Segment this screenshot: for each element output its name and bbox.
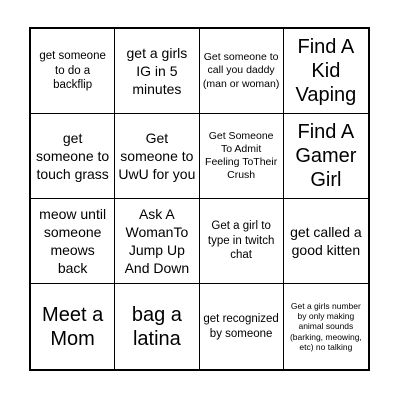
bingo-cell-r1-c2[interactable] xyxy=(115,29,199,114)
bingo-cell-r2-c3[interactable] xyxy=(200,114,284,199)
bingo-cell-text: Find A Kid Vaping xyxy=(295,36,357,106)
bingo-cell-r1-c4[interactable] xyxy=(284,29,368,114)
bingo-cell-text: Meet a Mom xyxy=(42,303,104,350)
bingo-cell-r3-c2[interactable] xyxy=(115,199,199,284)
bingo-cell-r4-c4[interactable] xyxy=(284,284,368,369)
bingo-cell-text: Get someone to UwU for you xyxy=(118,129,196,183)
bingo-cell-text: get someone to touch grass xyxy=(36,129,110,183)
bingo-cell-text: Ask A WomanTo Jump Up And Down xyxy=(124,205,190,277)
bingo-cell-text: meow until someone meows back xyxy=(39,205,107,277)
bingo-cell-r1-c3[interactable] xyxy=(200,29,284,114)
bingo-cell-text: Get a girl to type in twitch chat xyxy=(207,219,275,262)
bingo-cell-text: get recognized by someone xyxy=(203,312,279,340)
bingo-cell-r1-c1[interactable] xyxy=(31,29,115,114)
bingo-cell-r2-c2[interactable] xyxy=(115,114,199,199)
bingo-cell-r3-c1[interactable] xyxy=(31,199,115,284)
bingo-cell-r2-c1[interactable] xyxy=(31,114,115,199)
bingo-cell-text: get a girls IG in 5 minutes xyxy=(126,44,188,98)
bingo-cell-r3-c3[interactable] xyxy=(200,199,284,284)
bingo-card xyxy=(29,27,370,371)
bingo-cell-text: Get someone to call you daddy (man or woman) xyxy=(202,51,280,90)
bingo-cell-text: bag a latina xyxy=(131,303,182,350)
bingo-cell-r4-c3[interactable] xyxy=(200,284,284,369)
bingo-cell-text: get someone to do a backflip xyxy=(39,49,106,92)
bingo-cell-text: Get a girls number by only making animal sounds (barking, meowing, etc) no talking xyxy=(289,301,362,352)
bingo-cell-r3-c4[interactable] xyxy=(284,199,368,284)
bingo-cell-r2-c4[interactable] xyxy=(284,114,368,199)
bingo-cell-text: Get Someone To Admit Feeling ToTheir Crush xyxy=(205,129,278,182)
bingo-cell-text: Find A Gamer Girl xyxy=(295,121,357,191)
bingo-cell-r4-c2[interactable] xyxy=(115,284,199,369)
bingo-cell-text: get called a good kitten xyxy=(290,223,362,258)
bingo-cell-r4-c1[interactable] xyxy=(31,284,115,369)
